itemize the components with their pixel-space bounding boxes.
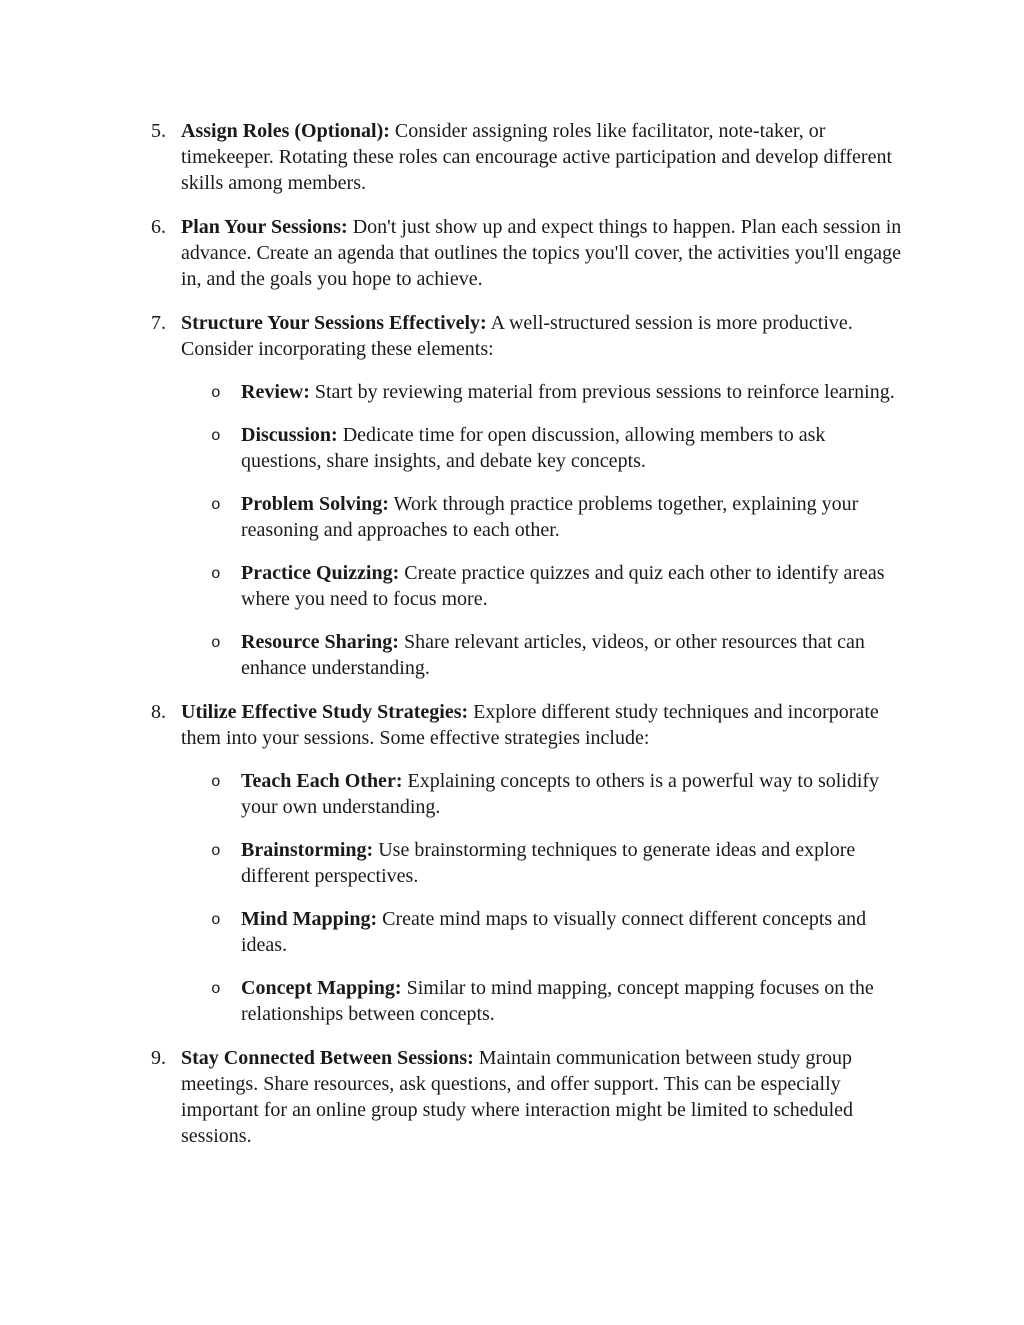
list-item (0, 1045, 907, 1149)
item-text: Don't just show up and expect things to happen. Plan each session in advance. Create an agenda that outlines the topics you'll cover, the activities you'll engage in, and the goals you hope to achieve. (181, 216, 902, 290)
sub-item-text: Work through practice problems together, explaining your reasoning and approaches to each other. (241, 493, 859, 541)
sub-item-title: Problem Solving: (241, 493, 389, 515)
sub-list-item (0, 379, 907, 405)
item-number: 9. (151, 1047, 166, 1069)
sub-list-item (0, 975, 907, 1027)
sub-item-title: Practice Quizzing: (241, 562, 400, 584)
item-text: Explore different study techniques and incorporate them into your sessions. Some effective strategies include: (181, 701, 879, 749)
list-item (0, 214, 907, 292)
sub-item-text: Start by reviewing material from previous sessions to reinforce learning. (314, 381, 895, 403)
sub-item-text: Create mind maps to visually connect different concepts and ideas. (241, 908, 867, 956)
list-item (0, 699, 907, 1027)
sub-list-item (0, 837, 907, 889)
sub-item-text: Use brainstorming techniques to generate ideas and explore different perspectives. (241, 839, 856, 887)
sub-item-title: Mind Mapping: (241, 908, 378, 930)
sub-list-item (0, 422, 907, 474)
sub-list (181, 379, 907, 681)
sub-list-item (0, 768, 907, 820)
item-title: Structure Your Sessions Effectively: (181, 312, 487, 334)
sub-list-item (0, 629, 907, 681)
bullet-icon: o (211, 384, 221, 402)
sub-item-title: Teach Each Other: (241, 770, 403, 792)
sub-list-item (0, 906, 907, 958)
sub-item-text: Share relevant articles, videos, or other resources that can enhance understanding. (241, 631, 865, 679)
sub-item-title: Discussion: (241, 424, 338, 446)
bullet-icon: o (211, 565, 221, 583)
item-number: 8. (151, 701, 166, 723)
bullet-icon: o (211, 980, 221, 998)
sub-list (181, 768, 907, 1027)
sub-list-item (0, 560, 907, 612)
item-text: A well-structured session is more productive. Consider incorporating these elements: (181, 312, 853, 360)
sub-item-title: Review: (241, 381, 310, 403)
bullet-icon: o (211, 773, 221, 791)
sub-item-title: Brainstorming: (241, 839, 374, 861)
item-title: Stay Connected Between Sessions: (181, 1047, 474, 1069)
sub-item-title: Resource Sharing: (241, 631, 399, 653)
bullet-icon: o (211, 842, 221, 860)
list-item (0, 310, 907, 681)
item-title: Plan Your Sessions: (181, 216, 348, 238)
bullet-icon: o (211, 496, 221, 514)
item-text: Consider assigning roles like facilitator, note-taker, or timekeeper. Rotating these roles can encourage active participation and develop different skills among members. (181, 120, 893, 194)
item-number: 7. (151, 312, 166, 334)
bullet-icon: o (211, 911, 221, 929)
item-text: Maintain communication between study group meetings. Share resources, ask questions, and offer support. This can be especially important for an online group study where interaction might be limited to scheduled sessions. (181, 1047, 854, 1147)
item-number: 6. (151, 216, 166, 238)
sub-list-item (0, 491, 907, 543)
item-number: 5. (151, 120, 166, 142)
item-title: Assign Roles (Optional): (181, 120, 390, 142)
bullet-icon: o (211, 634, 221, 652)
sub-item-text: Explaining concepts to others is a powerful way to solidify your own understanding. (241, 770, 880, 818)
bullet-icon: o (211, 427, 221, 445)
sub-item-text: Similar to mind mapping, concept mapping focuses on the relationships between concepts. (241, 977, 874, 1025)
list-item (0, 118, 907, 196)
item-title: Utilize Effective Study Strategies: (181, 701, 469, 723)
sub-item-title: Concept Mapping: (241, 977, 402, 999)
document-body (0, 118, 1024, 1167)
sub-item-text: Create practice quizzes and quiz each other to identify areas where you need to focus more. (241, 562, 885, 610)
sub-item-text: Dedicate time for open discussion, allowing members to ask questions, share insights, and debate key concepts. (241, 424, 826, 472)
